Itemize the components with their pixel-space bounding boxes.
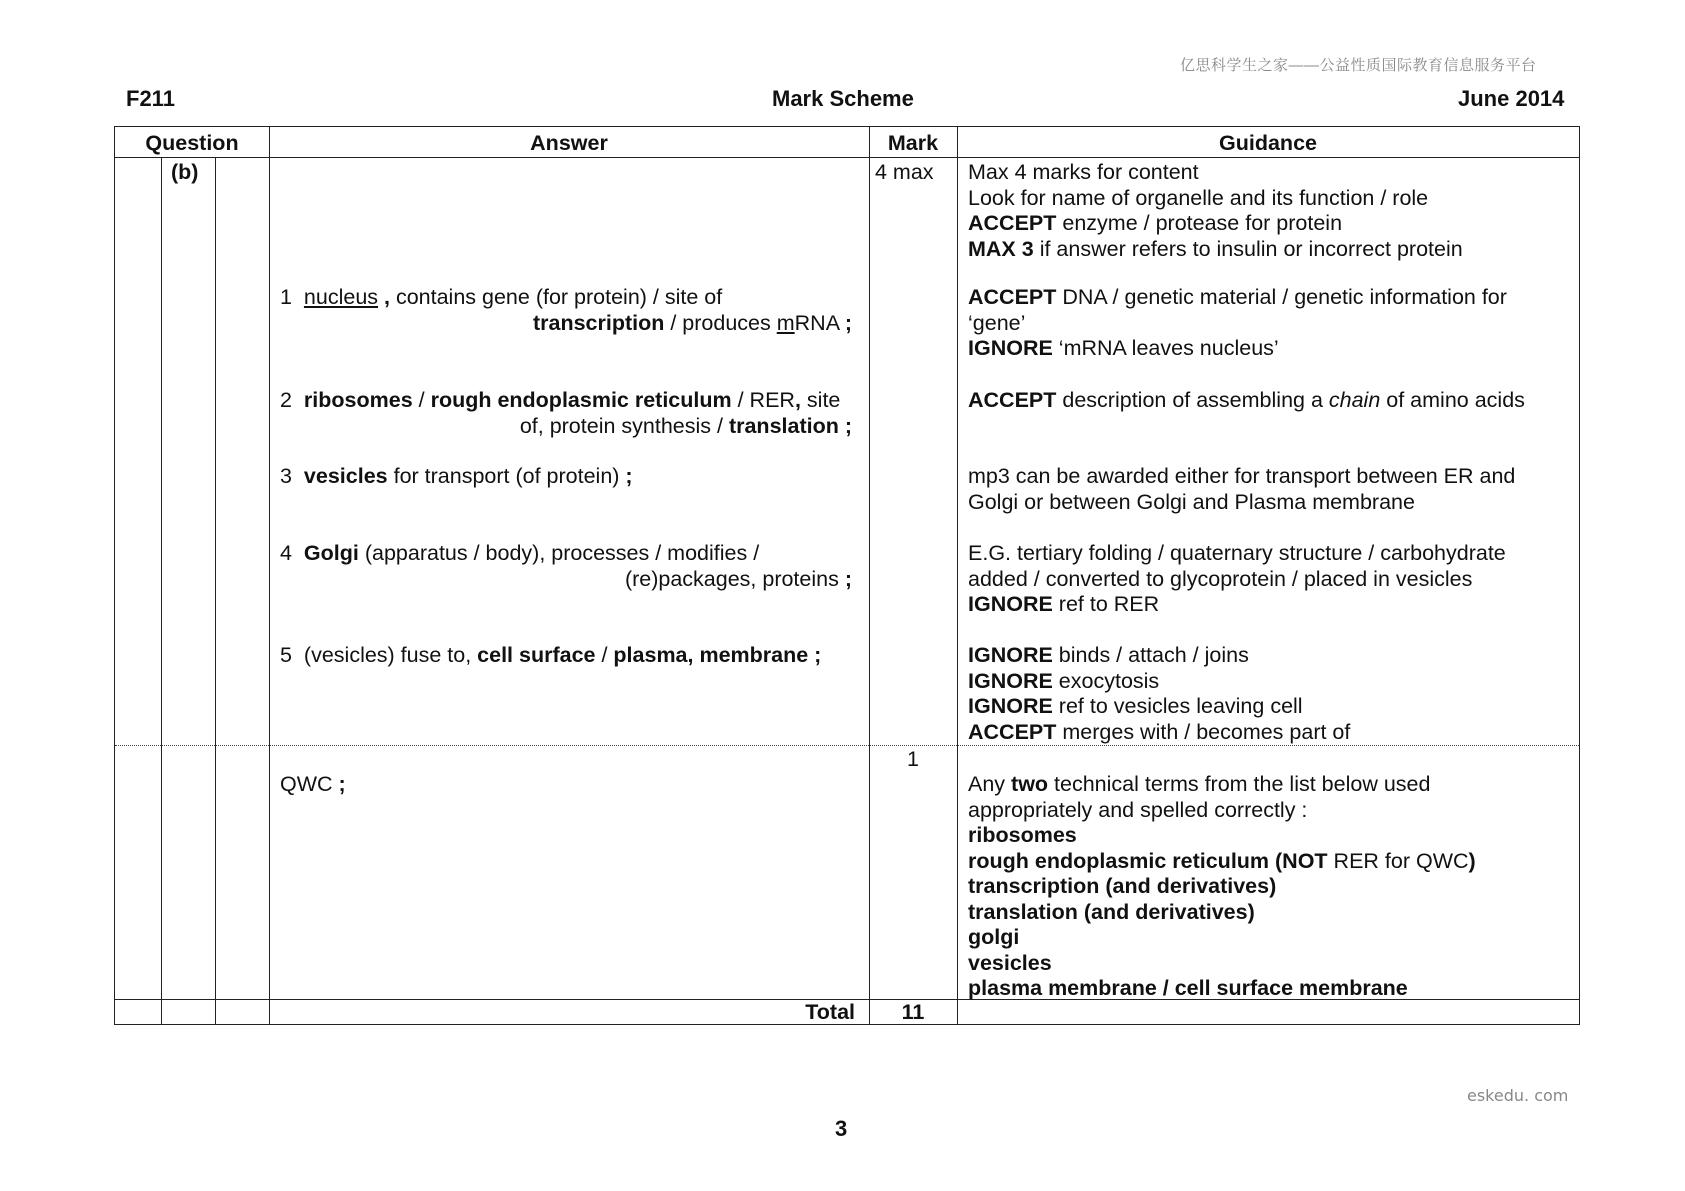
- total-value: 11: [901, 1000, 925, 1024]
- column-divider: [215, 158, 216, 1024]
- qwc-term: golgi: [968, 925, 1020, 949]
- answer-point-5: 5 (vesicles) fuse to, cell surface / plasma, membrane ;: [280, 643, 822, 667]
- column-divider: [269, 127, 270, 1024]
- answer-point-1: 1 nucleus , contains gene (for protein) / site of transcription / produces mRNA ;: [280, 285, 852, 335]
- page-number: 3: [835, 1116, 848, 1141]
- mark-max: 4 max: [875, 160, 934, 184]
- guidance-point-2: ACCEPT description of assembling a chain of amino acids: [968, 388, 1525, 412]
- answer-point-2: 2 ribosomes / rough endoplasmic reticulum / RER, site of, protein synthesis / translation ;: [280, 388, 852, 438]
- column-divider: [869, 127, 870, 1024]
- question-part: (b): [171, 160, 199, 184]
- row-divider-dotted: [115, 745, 1579, 746]
- paper-code: F211: [126, 86, 175, 111]
- qwc-guidance: Any two technical terms from the list below used appropriately and spelled correctly : ribosomes rough endoplasmic reticulum (NOT RER for QWC) transcription (and derivatives) translation (and derivatives) golgi vesicles plasma membrane / cell surface membrane: [968, 772, 1476, 1000]
- guidance-point-3: mp3 can be awarded either for transport between ER and Golgi or between Golgi and Plasma membrane: [968, 464, 1516, 514]
- qwc-mark: 1: [907, 747, 919, 771]
- document-title: Mark Scheme: [772, 86, 914, 111]
- mark-scheme-table: [114, 126, 1580, 1025]
- watermark-bottom: eskedu. com: [1467, 1086, 1569, 1105]
- guidance-point-4: E.G. tertiary folding / quaternary structure / carbohydrate added / converted to glycoprotein / placed in vesicles IGNORE ref to RER: [968, 541, 1506, 616]
- guidance-point-5: IGNORE binds / attach / joins IGNORE exocytosis IGNORE ref to vesicles leaving cell ACCEPT merges with / becomes part of: [968, 643, 1351, 744]
- answer-point-4: 4 Golgi (apparatus / body), processes / modifies / (re)packages, proteins ;: [280, 541, 852, 591]
- column-divider: [161, 158, 162, 1024]
- header-row-divider: [115, 157, 1579, 158]
- guidance-intro: Max 4 marks for content Look for name of organelle and its function / role ACCEPT enzyme / protease for protein MAX 3 if answer refers to insulin or incorrect protein: [968, 160, 1463, 261]
- total-label: Total: [805, 1000, 855, 1024]
- header-question: Question: [145, 131, 239, 155]
- answer-point-3: 3 vesicles for transport (of protein) ;: [280, 464, 633, 488]
- qwc-term: plasma membrane / cell surface membrane: [968, 976, 1408, 1000]
- header-answer: Answer: [530, 131, 608, 155]
- qwc-term: ribosomes: [968, 823, 1077, 847]
- qwc-term: vesicles: [968, 950, 1052, 975]
- header-guidance: Guidance: [1219, 131, 1317, 155]
- qwc-term: transcription (and derivatives): [968, 874, 1277, 898]
- header-mark: Mark: [887, 131, 939, 155]
- guidance-point-1: ACCEPT DNA / genetic material / genetic information for ‘gene’ IGNORE ‘mRNA leaves nucleus’: [968, 285, 1507, 360]
- exam-date: June 2014: [1458, 86, 1565, 111]
- watermark-top: 亿思科学生之家——公益性质国际教育信息服务平台: [1180, 57, 1537, 74]
- qwc-term: translation (and derivatives): [968, 899, 1255, 924]
- qwc-answer: QWC ;: [280, 772, 346, 796]
- column-divider: [957, 127, 958, 1024]
